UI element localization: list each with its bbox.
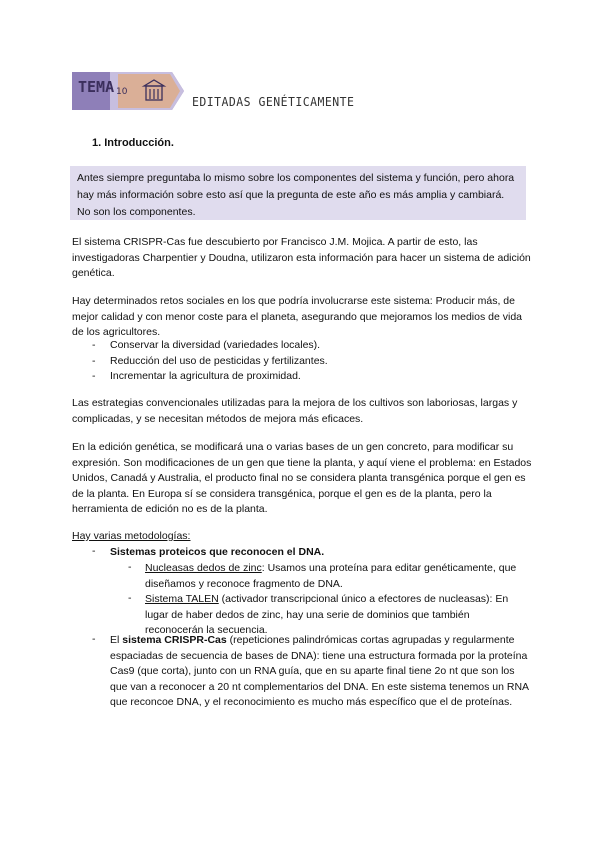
banner-number: 10 [116,87,128,97]
crispr-text: (repeticiones palindrómicas cortas agrupadas y regularmente espaciadas de secuencia de bases de DNA): tiene una estructura formada por la proteína Cas9 (que corta), junto con un RNA guía, que en su aparte final tiene 2o nt que son los que van a reconocer a 20 nt complementarios del DNA. En este sistema tenemos un RNA que reconcoe DNA, y el reconocimiento es mucho más específico que el de proteínas. [110,634,529,709]
zinc-text: : Usamos una proteína para editar genéticamente, que diseñamos y reconoce fragmento de DNA. [145,562,517,590]
dash-bullet: - [92,545,96,557]
crispr-prefix: El [110,634,123,646]
note-box: Antes siempre preguntaba lo mismo sobre los componentes del sistema y función, pero ahora hay más información sobre esto así que la pregunta de este año es más amplia y cambiará. No son los componentes. [70,166,526,220]
paragraph-4: En la edición genética, se modificará una o varias bases de un gen concreto, para modificar su expresión. Son modificaciones de un gen que tiene la planta, y aquí viene el problema: en Estados Unidos, Canadá y Australia, el producto final no se considera planta transgénica porque el gen es de la planta. En Europa sí se considera transgénica, porque el gen es de la planta, pero la herramienta de edición no es de la planta. [72,441,532,516]
banner-label: TEMA [78,78,115,96]
methods-heading: Hay varias metodologías: [72,530,191,542]
paragraph-2: Hay determinados retos sociales en los que podría involucrarse este sistema: Producir más, de mejor calidad y con menor coste para el planeta, asegurando que mejoramos los medios de vida de los agricultores. [72,295,523,339]
section-title: 1. Introducción. [92,137,174,149]
paragraph-1: El sistema CRISPR-Cas fue descubierto por Francisco J.M. Mojica. A partir de esto, las investigadoras Charpentier y Doudna, utilizaron esta información para hacer un sistema de adición genética. [72,236,531,280]
list-item: - Incrementar la agricultura de proximidad. [92,369,328,385]
zinc-label: Nucleasas dedos de zinc [145,562,262,574]
dash-bullet: - [128,592,132,604]
paragraph-3: Las estrategias convencionales utilizadas para la mejora de los cultivos son laboriosas, largas y complicadas, y se necesitan métodos de mejora más eficaces. [72,397,518,425]
talen-label: Sistema TALEN [145,593,219,605]
page-subtitle: EDITADAS GENÉTICAMENTE [192,94,355,109]
list-item: - Reducción del uso de pesticidas y fertilizantes. [92,354,328,370]
method-talen [145,592,530,639]
method-proteic-title: Sistemas proteicos que reconocen el DNA. [110,546,325,558]
list-item: - Conservar la diversidad (variedades locales). [92,338,328,354]
talen-text: (activador transcripcional único a efectores de nucleasas): En lugar de haber dedos de zinc, hay una serie de dominios que también reconocerán la secuencia. [145,593,509,637]
crispr-bold: sistema CRISPR-Cas [122,634,227,646]
method-zinc [145,561,530,592]
dash-bullet: - [92,633,96,645]
dash-bullet: - [128,561,132,573]
goals-list [92,338,328,385]
method-crispr [110,633,532,711]
